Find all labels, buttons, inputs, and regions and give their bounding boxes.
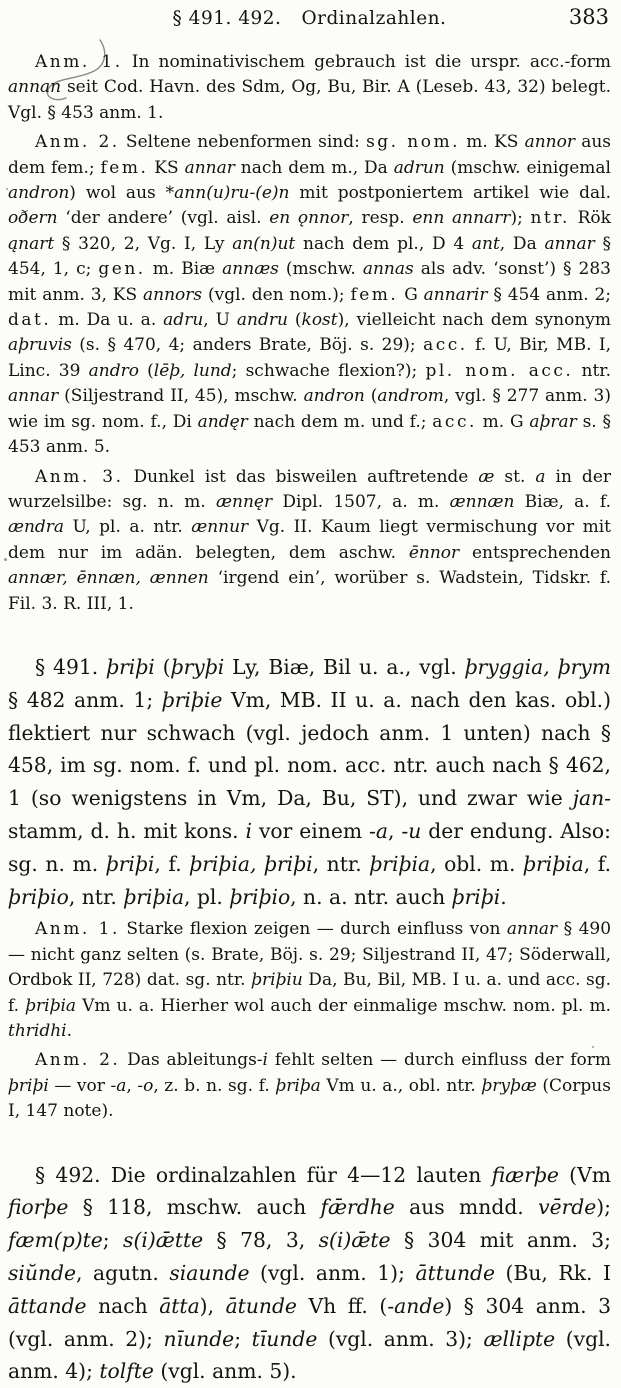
text-run-spaced: ntr. — [530, 208, 570, 229]
text-run-italic: annar — [544, 233, 595, 254]
text-run-roman: Vm, MB. II u. a. nach den kas. obl.) flektiert nur schwach (vgl. jedoch anm. 1 unten) nach § 458, im sg. nom. f. und pl. nom. acc. ntr. auch nach § 462, 1 (so wenigstens in Vm, Da, Bu, ST), und zwar wie — [8, 687, 611, 811]
section-numbers: § 491. 492. — [172, 8, 282, 29]
text-run-italic: adrun — [393, 157, 445, 178]
text-run-roman: , f. — [583, 851, 612, 876]
text-run-roman: als adv. ‘sonst’) § 283 mit anm. 3, KS — [8, 259, 611, 305]
text-run-italic: ąnart — [8, 233, 55, 254]
text-run-roman: (vgl. anm. 1); — [249, 1260, 416, 1285]
text-run-italic: æ — [478, 466, 495, 487]
text-run-italic: ænnęr — [216, 491, 273, 512]
text-run-italic: þriþa — [275, 1075, 321, 1096]
text-run-roman: m. Biæ — [145, 259, 223, 280]
text-run-italic: annar — [8, 386, 59, 407]
text-run-spaced: pl. nom. acc. — [425, 360, 574, 381]
text-run-spaced: Anm. 2. — [35, 132, 120, 153]
text-run-spaced: fem. — [350, 284, 399, 305]
text-run-italic: ændra — [8, 517, 65, 538]
text-run-roman: (s. § 470, 4; anders Brate, Böj. s. 29); — [71, 335, 424, 356]
text-run-italic: andru — [236, 310, 288, 331]
text-run-italic: þriþia — [123, 884, 185, 909]
text-run-roman: § 482 anm. 1; — [8, 687, 162, 712]
text-run-italic: ātta — [159, 1293, 200, 1318]
text-run-italic: annar — [184, 157, 235, 178]
text-run-italic: þriþi — [8, 1075, 49, 1096]
text-run-italic: ann(u)ru-(e)n — [174, 183, 290, 204]
text-run-italic: þryggia, þrym — [464, 654, 611, 679]
text-run-italic: þryþæ — [481, 1075, 537, 1096]
text-run-spaced: acc. — [432, 411, 477, 432]
text-run-spaced: dat. — [8, 310, 52, 331]
scan-speck — [4, 558, 7, 561]
text-run-roman: Dunkel ist das bisweilen auftretende — [123, 466, 479, 487]
text-run-italic: annor — [524, 132, 575, 153]
text-run-roman: ( — [154, 654, 171, 679]
text-run-roman: ) § 304 anm. 3 (vgl. anm. 2); — [8, 1293, 611, 1351]
text-run-roman: — vor — [48, 1075, 111, 1096]
text-run-italic: annarir — [423, 284, 488, 305]
text-run-roman: , vgl. § 277 anm. 3) wie im sg. nom. f., Di — [8, 386, 611, 432]
text-run-roman: Da, Bu, Bil, MB. I u. a. und acc. sg. f. — [8, 970, 611, 1016]
text-run-roman: , ntr. — [312, 851, 370, 876]
text-run-italic: adru — [163, 310, 204, 331]
text-run-spaced: gen. — [98, 259, 146, 280]
text-run-italic: oðern — [8, 208, 58, 229]
text-run-roman: Vm u. a. Hierher wol auch der einmalige mschw. nom. pl. m. — [76, 995, 611, 1016]
anm-2-of-491 — [8, 1048, 611, 1124]
text-run-roman: entsprechenden — [459, 542, 611, 563]
text-run-roman: (mschw. einigemal — [444, 157, 611, 178]
text-run-roman: , f. — [154, 851, 190, 876]
text-run-roman: (Vm — [558, 1162, 611, 1187]
text-run-italic: an(n)ut — [232, 233, 296, 254]
text-run-roman: aus mndd. — [394, 1195, 539, 1220]
text-run-roman: § 492. Die ordinalzahlen für 4—12 lauten — [35, 1162, 492, 1187]
anm-1-of-490 — [8, 50, 611, 126]
text-run-roman: Dipl. 1507, a. m. — [272, 491, 450, 512]
text-run-roman: ), vielleicht nach dem synonym — [337, 310, 611, 331]
text-run-italic: i — [245, 818, 253, 843]
text-run-roman: KS — [148, 157, 185, 178]
text-run-spaced: Anm. 2. — [35, 1050, 121, 1071]
text-run-italic: annas — [362, 259, 414, 280]
text-run-italic: fǣrdhe — [320, 1195, 395, 1220]
text-run-roman: Das ableitungs- — [120, 1050, 263, 1071]
page-header — [8, 5, 611, 34]
text-run-italic: ant — [471, 233, 500, 254]
text-run-roman: In nominativischem gebrauch ist die urspr. acc.-form — [122, 52, 612, 72]
text-run-roman: § 118, mschw. auch — [68, 1195, 321, 1220]
text-run-spaced: sg. nom. — [366, 132, 461, 153]
text-run-roman: , resp. — [348, 208, 413, 229]
chapter-title: Ordinalzahlen. — [301, 8, 447, 29]
text-run-roman: § 454 anm. 2; — [487, 284, 612, 305]
text-run-italic: -o — [137, 1075, 154, 1096]
text-run-italic: ātunde — [225, 1293, 297, 1318]
anm-1-of-491 — [8, 917, 611, 1044]
text-run-italic: fiorþe — [8, 1195, 69, 1220]
text-run-italic: -ande — [387, 1293, 445, 1318]
text-run-roman: , obl. m. — [430, 851, 524, 876]
page-number: 383 — [568, 5, 609, 29]
text-run-roman: ; schwache flexion?); — [231, 360, 426, 381]
text-run-spaced: fem. — [100, 157, 149, 178]
text-run-roman: , Da — [499, 233, 545, 254]
anm-3-of-490 — [8, 465, 611, 617]
text-run-italic: þriþia — [25, 995, 77, 1016]
text-run-italic: enn annarr — [412, 208, 511, 229]
text-run-italic: annæs — [222, 259, 279, 280]
text-run-roman: nach dem m., Da — [234, 157, 394, 178]
text-run-italic: -u — [401, 818, 422, 843]
text-run-roman: (vgl. anm. 3); — [317, 1326, 484, 1351]
text-run-italic: þriþio — [229, 884, 291, 909]
text-run-spaced: acc. — [423, 335, 468, 356]
text-run-roman: Starke flexion zeigen — durch einfluss von — [119, 919, 507, 940]
text-run-roman: aus dem fem.; — [8, 132, 612, 178]
text-run-roman: Ly, Biæ, Bil u. a., vgl. — [224, 654, 465, 679]
text-run-roman: ( — [364, 386, 378, 407]
text-run-italic: lēþ, lund — [153, 360, 232, 381]
text-run-roman: (mschw. — [278, 259, 363, 280]
text-run-italic: annors — [142, 284, 203, 305]
text-run-roman: (vgl. anm. 5). — [153, 1359, 297, 1384]
text-run-roman: , n. a. ntr. auch — [290, 884, 452, 909]
text-run-italic: fiærþe — [491, 1162, 559, 1187]
text-run-italic: kost — [301, 310, 338, 331]
text-run-italic: andęr — [197, 411, 248, 432]
text-run-roman: , — [126, 1075, 138, 1096]
text-run-roman: § 78, 3, — [203, 1228, 319, 1253]
text-run-italic: -a — [110, 1075, 127, 1096]
text-run-roman: § 491. — [35, 654, 107, 679]
text-run-roman: (Corpus I, 147 note). — [8, 1075, 611, 1122]
text-run-roman: nach dem m. und f.; — [247, 411, 433, 432]
text-run-italic: andro — [88, 360, 139, 381]
text-run-roman: ‘der andere’ (vgl. aisl. — [57, 208, 270, 229]
text-run-italic: annær, ēnnæn, ænnen — [8, 568, 209, 589]
text-run-roman: , ntr. — [68, 884, 124, 909]
text-run-roman: seit Cod. Havn. des Sdm, Og, Bu, Bir. A (Leseb. 43, 32) belegt. Vgl. § 453 anm. 1. — [8, 77, 611, 123]
text-run-italic: jan — [572, 786, 605, 811]
section-492 — [8, 1159, 611, 1388]
text-run-roman: nach dem pl., D 4 — [295, 233, 472, 254]
text-run-roman: ntr. — [573, 360, 611, 381]
text-run-roman: (Bu, Rk. I — [495, 1260, 612, 1285]
text-run-italic: āttunde — [415, 1260, 495, 1285]
text-run-roman: -stamm, d. h. mit kons. — [8, 786, 611, 843]
text-run-italic: þriþia — [523, 851, 584, 876]
text-run-roman: nach — [86, 1293, 160, 1318]
text-run-italic: annan — [8, 77, 62, 98]
text-run-italic: ællipte — [483, 1326, 556, 1351]
text-run-italic: þriþia — [369, 851, 431, 876]
text-run-italic: i — [262, 1050, 268, 1071]
text-run-roman: ; — [102, 1228, 124, 1253]
section-491 — [8, 651, 611, 913]
text-run-italic: androm — [377, 386, 444, 407]
text-run-roman: f. U, Bir, MB. I, Linc. 39 — [8, 335, 611, 381]
text-run-roman: m. Da u. a. — [51, 310, 164, 331]
text-run-roman: Vg. II. Kaum liegt vermischung vor mit dem nur im adän. belegten, dem aschw. — [8, 517, 611, 563]
text-run-roman: U, pl. a. ntr. — [64, 517, 192, 538]
text-run-roman: mit postponiertem artikel wie dal. — [289, 183, 611, 204]
text-run-italic: þriþi — [106, 654, 155, 679]
text-run-roman: Rök — [569, 208, 611, 229]
text-run-italic: ænnæn — [449, 491, 515, 512]
text-run-roman: ); — [596, 1195, 611, 1220]
text-run-roman: der endung. Also: sg. n. m. — [8, 818, 611, 876]
text-run-roman: ; — [234, 1326, 252, 1351]
text-run-roman: m. G — [476, 411, 530, 432]
text-run-roman: ( — [287, 310, 302, 331]
text-run-roman: (vgl. anm. 4); — [8, 1326, 612, 1384]
text-run-italic: siaunde — [169, 1260, 250, 1285]
text-run-italic: aþrar — [529, 411, 577, 432]
text-run-italic: siŭnde — [8, 1260, 77, 1285]
text-run-roman: ); — [510, 208, 531, 229]
text-run-italic: ēnnor — [408, 542, 460, 563]
text-run-italic: s(i)ǣte — [318, 1228, 391, 1253]
text-run-spaced: Anm. 3. — [35, 466, 124, 487]
text-run-roman: Vm u. a., obl. ntr. — [320, 1075, 482, 1096]
text-run-roman: vor einem — [252, 818, 369, 843]
text-run-italic: þriþie — [161, 687, 223, 712]
text-run-roman: ( — [138, 360, 154, 381]
text-run-roman: § 454, 1, c; — [8, 233, 611, 280]
text-run-roman: m. KS — [460, 132, 525, 153]
text-run-roman: ) wol aus * — [69, 183, 175, 204]
text-run-italic: þriþi — [105, 851, 155, 876]
text-run-italic: andron — [8, 183, 70, 204]
text-run-italic: þriþiu — [251, 970, 303, 991]
text-run-italic: fæm(p)te — [8, 1228, 103, 1253]
text-run-italic: þriþi — [451, 884, 501, 909]
text-run-italic: en ǫnnor — [269, 208, 349, 229]
text-run-roman: (vgl. den nom.); — [202, 284, 351, 305]
anm-2-of-490 — [8, 130, 611, 460]
text-run-italic: þryþi — [170, 654, 225, 679]
text-run-roman: § 320, 2, Vg. I, Ly — [54, 233, 233, 254]
text-run-roman: s. § 453 anm. 5. — [8, 411, 611, 458]
text-run-italic: andron — [303, 386, 365, 407]
text-run-roman: fehlt selten — durch einfluss der form — [267, 1050, 611, 1071]
text-run-roman: st. — [494, 466, 536, 487]
text-run-roman: , — [387, 818, 402, 843]
text-block — [8, 50, 611, 1388]
text-run-italic: tīunde — [251, 1326, 318, 1351]
text-run-spaced: Anm. 1. — [35, 52, 123, 72]
running-head — [8, 8, 611, 29]
text-run-roman: , agutn. — [76, 1260, 170, 1285]
text-run-roman: § 304 mit anm. 3; — [390, 1228, 611, 1253]
text-run-spaced: Anm. 1. — [35, 919, 120, 940]
text-run-italic: þriþia, þriþi — [189, 851, 313, 876]
text-run-italic: annar — [506, 919, 558, 940]
text-run-roman: Seltene nebenformen sind: — [119, 132, 367, 153]
text-run-italic: þriþio — [8, 884, 69, 909]
text-run-roman: , z. b. n. sg. f. — [153, 1075, 276, 1096]
text-run-roman: Vh ff. ( — [296, 1293, 388, 1318]
text-run-roman: Biæ, a. f. — [514, 491, 612, 512]
text-run-italic: āttande — [8, 1293, 87, 1318]
text-run-roman: G — [398, 284, 424, 305]
text-run-roman: ), — [199, 1293, 226, 1318]
text-run-italic: tolfte — [99, 1359, 154, 1384]
text-run-italic: -a — [369, 818, 388, 843]
text-run-roman: § 490 — nicht ganz selten (s. Brate, Böj. s. 29; Siljestrand II, 47; Söderwall, Ordbok II, 728) dat. sg. ntr. — [8, 919, 612, 991]
text-run-italic: vērde — [538, 1195, 597, 1220]
text-run-roman: . — [500, 884, 507, 909]
text-run-italic: a — [535, 466, 546, 487]
text-run-italic: aþruvis — [8, 335, 72, 356]
text-run-italic: thridhi — [8, 1020, 67, 1041]
text-run-italic: ænnur — [191, 517, 249, 538]
text-run-italic: nīunde — [163, 1326, 235, 1351]
text-run-roman: (Siljestrand II, 45), mschw. — [58, 386, 304, 407]
text-run-roman: , U — [203, 310, 237, 331]
text-run-roman: ‘irgend ein’, worüber s. Wadstein, Tidskr. f. Fil. 3. R. III, 1. — [8, 568, 611, 614]
text-run-roman: . — [66, 1020, 73, 1041]
text-run-roman: in der wurzelsilbe: sg. n. m. — [8, 466, 612, 512]
text-run-italic: s(i)ǣtte — [123, 1228, 204, 1253]
text-run-roman: , pl. — [184, 884, 230, 909]
